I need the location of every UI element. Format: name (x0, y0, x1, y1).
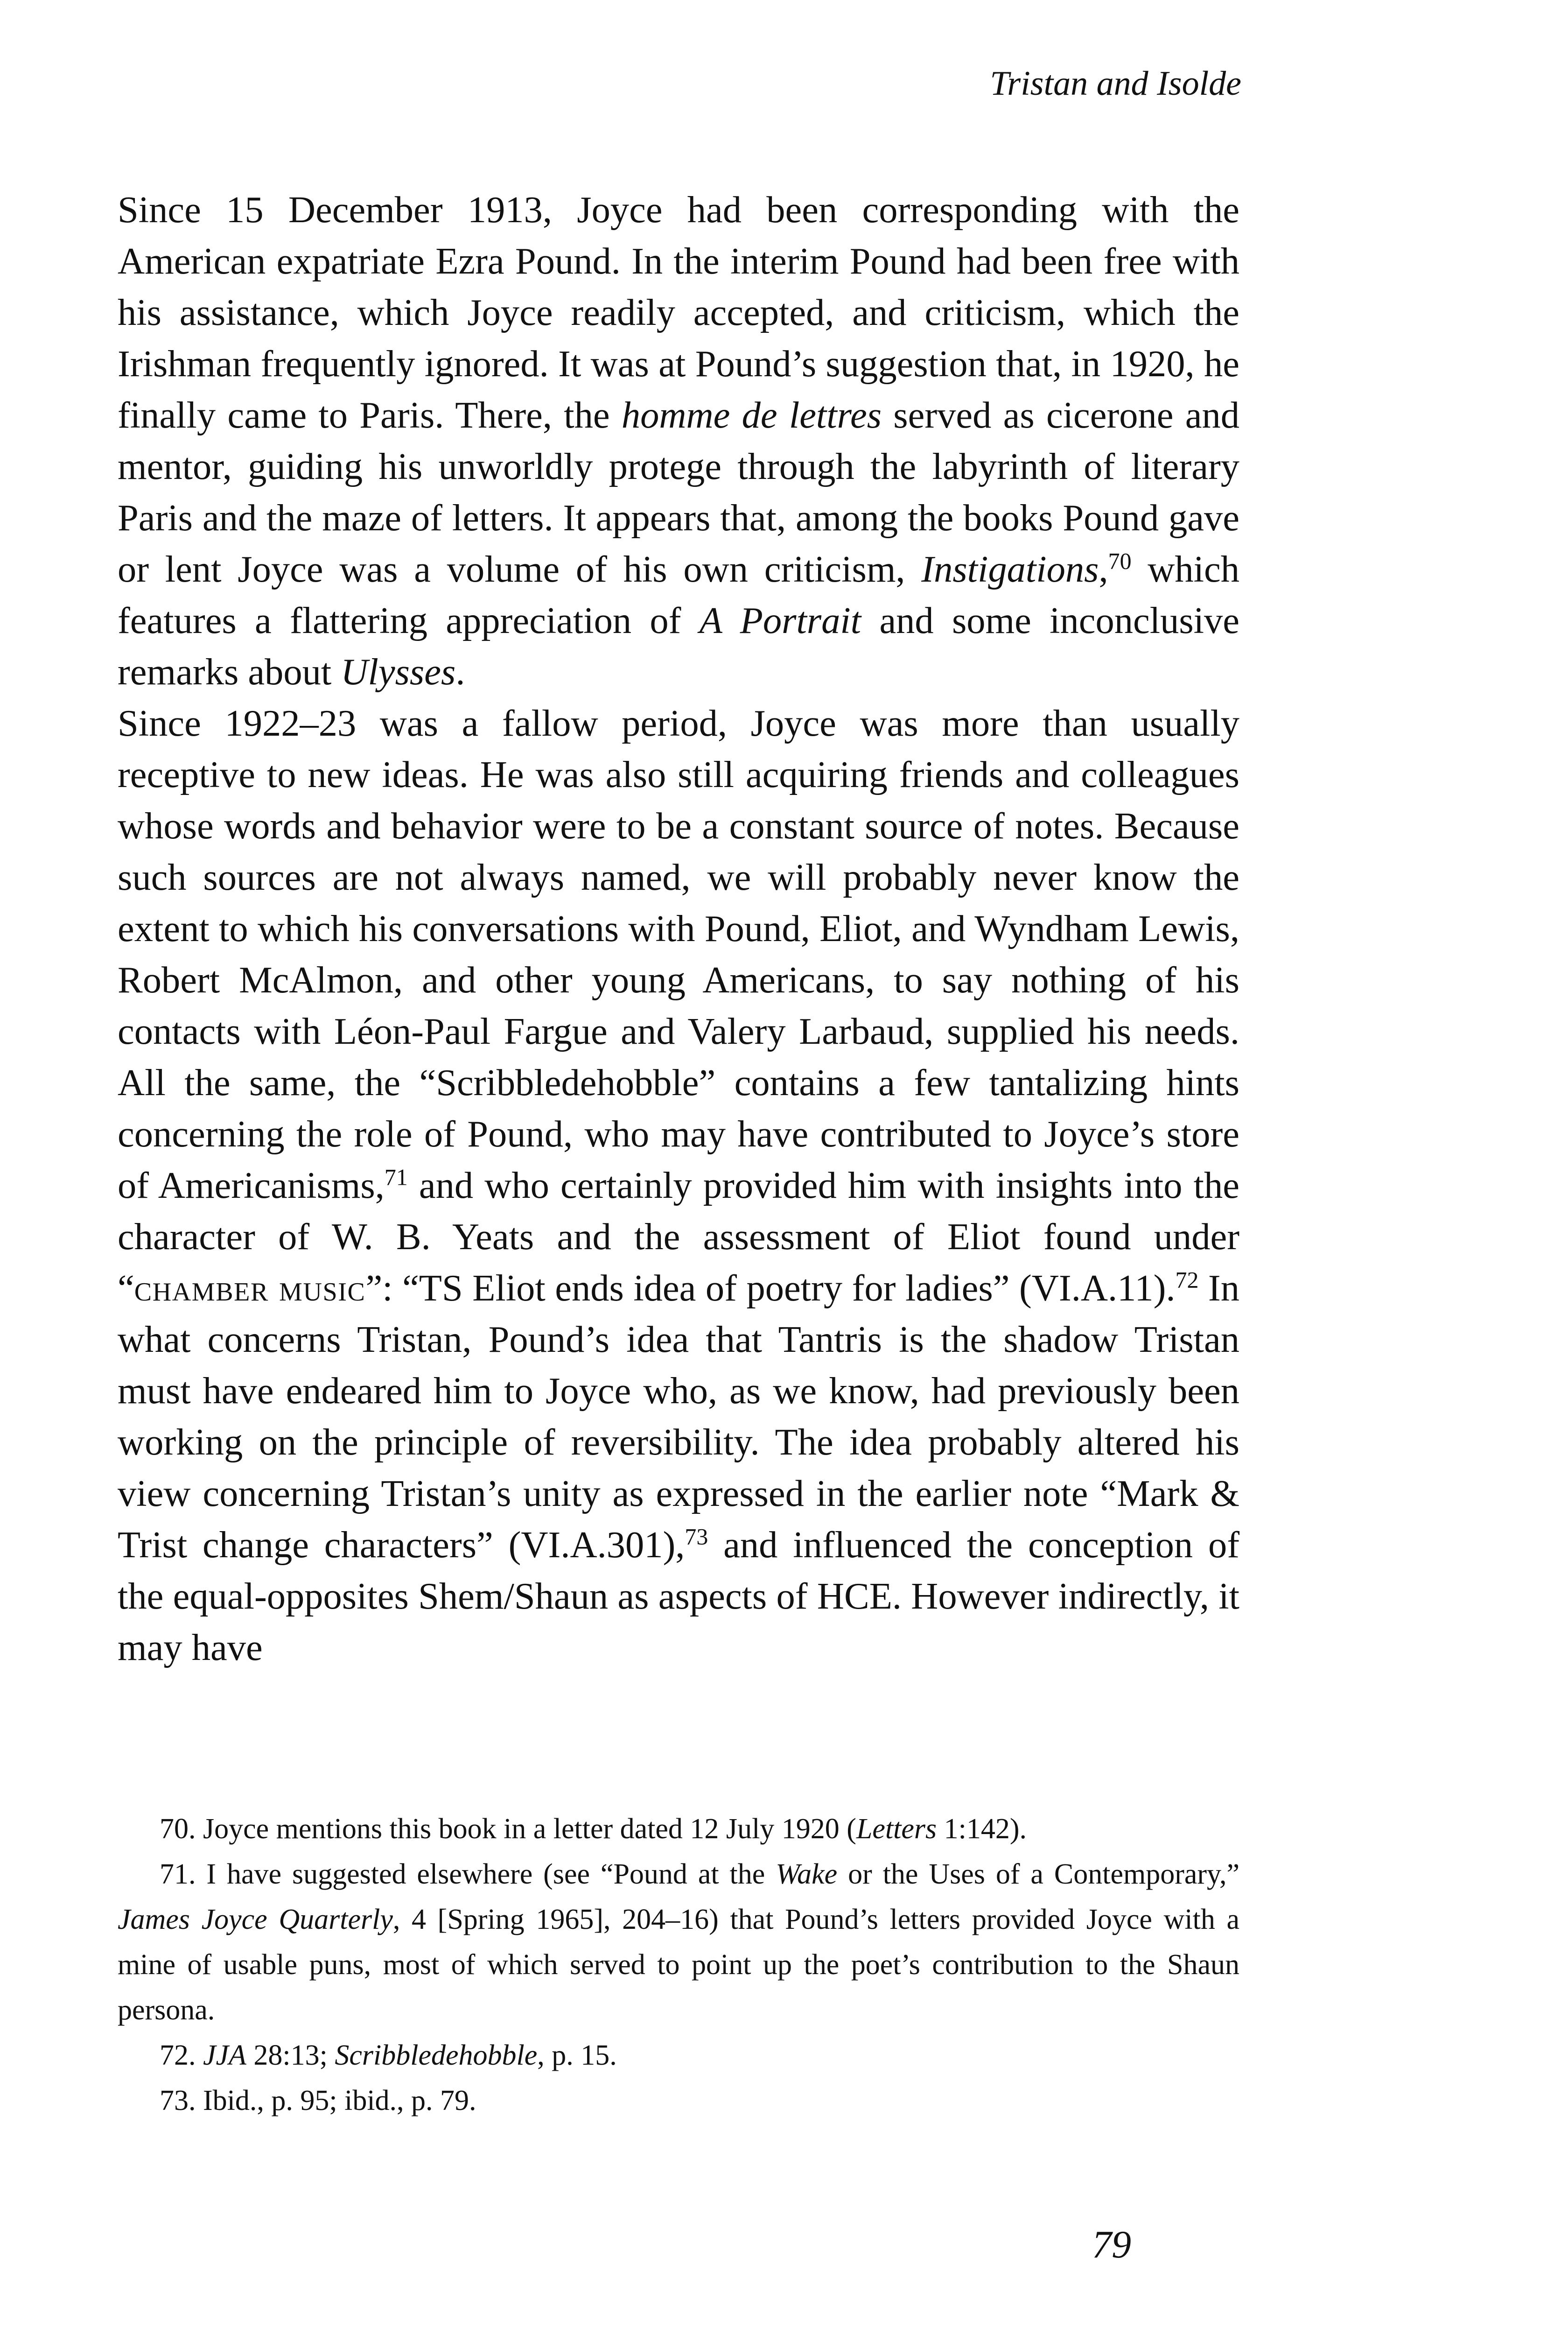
text-run: Since 1922–23 was a fallow period, Joyce was more than usually receptive to new ideas. He was also still acquiring friends and colleagues whose words and behavior were to be a constant source of notes. Because such sources are not always named, we will probably never know the extent to which his conversations with Pound, Eliot, and Wyndham Lewis, Robert McAlmon, and other young Americans, to say nothing of his contacts with Léon-Paul Fargue and Valery Larbaud, supplied his needs. All the same, the “Scribbledehobble” contains a few tantalizing hints concerning the role of Pound, who may have contributed to Joyce’s store of Americanisms, (118, 703, 1239, 1206)
italic-run: Wake (776, 1858, 838, 1890)
text-run: or the Uses of a Contemporary,” (837, 1858, 1239, 1890)
text-run: 71. I have suggested elsewhere (see “Pound at the (160, 1858, 776, 1890)
italic-run: homme de lettres (621, 394, 882, 436)
text-run: 1:142). (937, 1813, 1027, 1845)
text-run: ”: “TS Eliot ends idea of poetry for ladies” (VI.A.11). (365, 1267, 1176, 1309)
text-run: served as cicerone and mentor, guiding his unworldly protege through the labyrinth of literary Paris and the maze of letters. It appears that, among the books Pound gave or lent Joyce was a volume of his own criticism, (118, 394, 1240, 590)
footnote-ref: 73 (685, 1524, 708, 1550)
paragraph-2 (118, 698, 1239, 1673)
italic-run: A Portrait (699, 600, 861, 641)
footnote-ref: 70 (1108, 548, 1132, 574)
small-caps-run: chamber music (134, 1267, 366, 1309)
footnote-70 (118, 1807, 1239, 1852)
body-text (118, 184, 1239, 1673)
text-run: , (1099, 548, 1108, 590)
italic-run: Scribbledehobble (335, 2039, 538, 2071)
italic-run: Ulysses (341, 651, 456, 693)
footnote-73 (118, 2078, 1239, 2123)
italic-run: Instigations (921, 548, 1099, 590)
text-run: Since 15 December 1913, Joyce had been corresponding with the American expatriate Ezra Pound. In the interim Pound had been free with his assistance, which Joyce readily accepted, and criticism, which the Irishman frequently ignored. It was at Pound’s suggestion that, in 1920, he finally came to Paris. There, the (118, 189, 1239, 436)
text-run: and some inconclusive remarks about (118, 600, 1239, 693)
text-run: 72. (160, 2039, 203, 2071)
text-run: . (455, 651, 465, 693)
italic-run: Letters (856, 1813, 937, 1845)
footnotes (118, 1807, 1239, 2123)
text-run: 28:13; (246, 2039, 335, 2071)
running-head: Tristan and Isolde (990, 64, 1241, 103)
text-run: 70. Joyce mentions this book in a letter dated 12 July 1920 ( (160, 1813, 856, 1845)
text-run: and influenced the conception of the equal-opposites Shem/Shaun as aspects of HCE. However indirectly, it may have (118, 1524, 1240, 1668)
footnote-ref: 71 (384, 1164, 408, 1190)
text-run: and who certainly provided him with insights into the character of W. B. Yeats and the assessment of Eliot found under “ (118, 1165, 1239, 1309)
text-run: which features a flattering appreciation of (118, 548, 1239, 641)
text-run: , p. 15. (537, 2039, 617, 2071)
footnote-ref: 72 (1175, 1267, 1199, 1293)
footnote-71 (118, 1852, 1239, 2033)
italic-run: JJA (203, 2039, 246, 2071)
text-run: 73. Ibid., p. 95; ibid., p. 79. (160, 2085, 476, 2116)
footnote-72 (118, 2033, 1239, 2078)
text-run: , 4 [Spring 1965], 204–16) that Pound’s letters provided Joyce with a mine of usable puns, most of which served to point up the poet’s contribution to the Shaun persona. (118, 1904, 1239, 2026)
page-number: 79 (1092, 2223, 1131, 2266)
italic-run: James Joyce Quarterly (118, 1904, 393, 1935)
paragraph-1 (118, 184, 1239, 698)
text-run: In what concerns Tristan, Pound’s idea that Tantris is the shadow Tristan must have endeared him to Joyce who, as we know, had previously been working on the principle of reversibility. The idea probably altered his view concerning Tristan’s unity as expressed in the earlier note “Mark & Trist change characters” (VI.A.301), (118, 1267, 1239, 1566)
